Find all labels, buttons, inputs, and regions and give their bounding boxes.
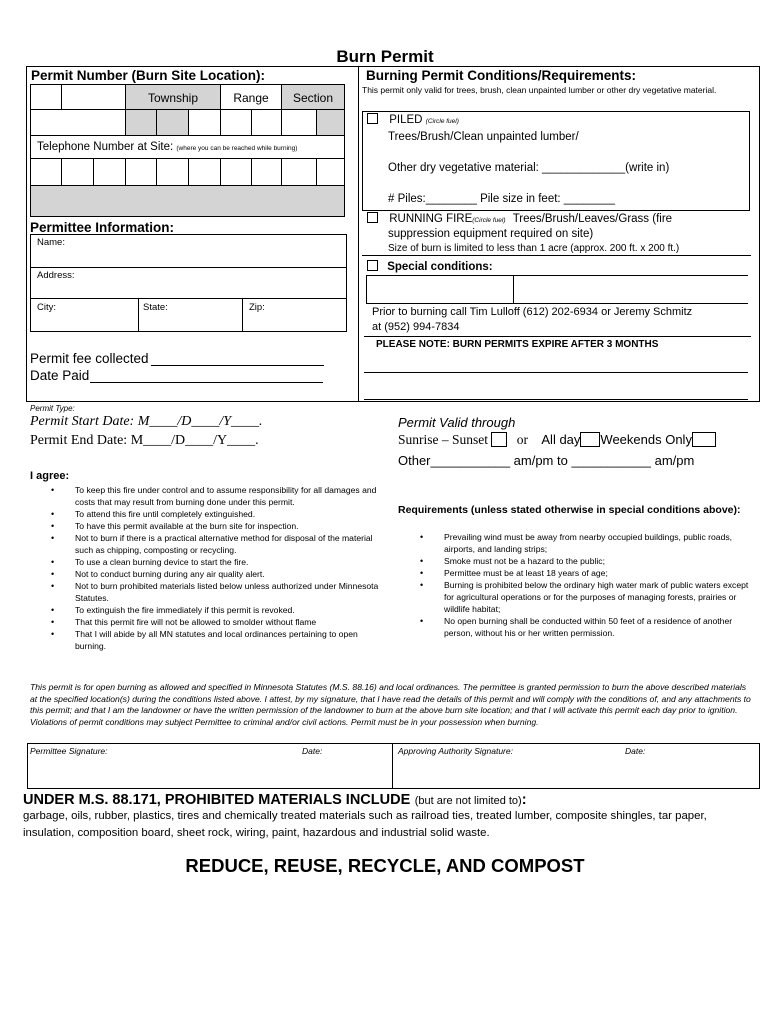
permit-end-date[interactable]: Permit End Date: M____/D____/Y____.: [30, 433, 259, 448]
zip-label: Zip:: [249, 302, 265, 313]
list-item: • Permittee must be at least 18 years of age;: [444, 567, 750, 579]
note-line[interactable]: [364, 399, 748, 400]
sunrise-sunset-checkbox[interactable]: [491, 432, 507, 447]
fee-collected-label: Permit fee collected: [30, 351, 149, 366]
telephone-label: Telephone Number at Site: (where you can be reached while burning): [37, 141, 298, 153]
name-field[interactable]: [30, 234, 347, 268]
conditions-note: This permit only valid for trees, brush, clean unpainted lumber or other dry vegetative material.: [362, 85, 717, 95]
special-cell[interactable]: [366, 275, 514, 304]
approving-signature-label: Approving Authority Signature:: [398, 746, 513, 756]
requirements-list: [444, 531, 750, 639]
running-fuel-2: suppression equipment required on site): [388, 228, 594, 240]
telephone-digit[interactable]: [61, 158, 94, 186]
prohibited-materials: garbage, oils, rubber, plastics, tires and chemically treated materials such as railroad ties, treated lumber, composite shingles, tar paper, insulation, composition board, sheet rock, wiring, paint, hazardous and industrial solid waste.: [23, 810, 707, 839]
list-item: • To use a clean burning device to start the fire.: [75, 556, 380, 568]
section-header: Section: [281, 84, 345, 110]
section-input[interactable]: [281, 109, 317, 136]
list-item: • No open burning shall be conducted within 50 feet of a residence of another person, without his or her written permission.: [444, 615, 750, 639]
permittee-header: Permittee Information:: [30, 220, 175, 235]
address-label: Address:: [37, 270, 75, 281]
conditions-header: Burning Permit Conditions/Requirements:: [366, 68, 637, 83]
permit-number-header: Permit Number (Burn Site Location):: [31, 68, 266, 83]
state-label: State:: [143, 302, 168, 313]
list-item: • To have this permit available at the burn site for inspection.: [75, 520, 380, 532]
special-conditions-checkbox[interactable]: [367, 260, 378, 271]
weekends-checkbox[interactable]: [692, 432, 716, 447]
column-divider: [358, 66, 359, 402]
list-item: • To attend this fire until completely extinguished.: [75, 508, 380, 520]
range-header: Range: [220, 84, 282, 110]
location-cell[interactable]: [61, 84, 126, 110]
date-label: Date:: [625, 746, 646, 756]
list-item: • To keep this fire under control and to assume responsibility for all damages and costs that may result from burning done under this permit.: [75, 484, 380, 508]
page-title: Burn Permit: [336, 47, 434, 66]
list-item: • Smoke must not be a hazard to the public;: [444, 555, 750, 567]
address-field[interactable]: [30, 267, 347, 299]
township-input[interactable]: [188, 109, 221, 136]
date-label: Date:: [302, 746, 323, 756]
expire-note: PLEASE NOTE: BURN PERMITS EXPIRE AFTER 3 MONTHS: [376, 339, 659, 350]
telephone-digit[interactable]: [156, 158, 189, 186]
valid-options: Sunrise – Sunset or All day Weekends Only: [398, 432, 716, 448]
piles-line: # Piles:________ Pile size in feet: ________: [388, 193, 615, 205]
running-fire-checkbox[interactable]: [367, 212, 378, 223]
telephone-digit[interactable]: [220, 158, 252, 186]
list-item: • Not to burn prohibited materials listed below unless authorized under Minnesota Statutes.: [75, 580, 380, 604]
divider: [364, 336, 751, 337]
list-item: • Burning is prohibited below the ordinary high water mark of public waters except for agricultural operations or for the purposes of managing forests, prairies or wildlife habitat;: [444, 579, 750, 615]
list-item: • Prevailing wind must be away from nearby occupied buildings, public roads, airports, and landing strips;: [444, 531, 750, 555]
telephone-note: (where you can be reached while burning): [176, 145, 298, 152]
telephone-digit[interactable]: [281, 158, 317, 186]
agree-header: I agree:: [30, 470, 70, 482]
permit-type-label: Permit Type:: [30, 404, 75, 413]
special-conditions-option[interactable]: Special conditions:: [367, 260, 493, 273]
prior-call-2: at (952) 994-7834: [372, 321, 460, 333]
township-header: Township: [125, 84, 221, 110]
fee-collected-line[interactable]: [151, 365, 324, 366]
special-line[interactable]: [513, 303, 748, 304]
requirements-header: Requirements (unless stated otherwise in special conditions above):: [398, 504, 741, 516]
valid-through-label: Permit Valid through: [398, 415, 516, 430]
permittee-signature-label: Permittee Signature:: [30, 746, 108, 756]
telephone-digit[interactable]: [316, 158, 345, 186]
running-size: Size of burn is limited to less than 1 acre (approx. 200 ft. x 200 ft.): [388, 243, 680, 254]
location-input[interactable]: [30, 109, 126, 136]
other-hours[interactable]: Other___________ am/pm to ___________ am/pm: [398, 453, 695, 468]
prohibited-header: UNDER M.S. 88.171, PROHIBITED MATERIALS INCLUDE (but are not limited to):: [23, 792, 527, 808]
permit-start-date[interactable]: Permit Start Date: M____/D____/Y____.: [30, 414, 263, 429]
list-item: • To extinguish the fire immediately if this permit is revoked.: [75, 604, 380, 616]
telephone-digit[interactable]: [93, 158, 126, 186]
permit-statement: This permit is for open burning as allowed and specified in Minnesota Statutes (M.S. 88.16) and local ordinances. The permittee is granted permission to burn the above described materials at the specified location(s) during the conditions listed above. I attest, by my signature, that I have read the details of this permit and will comply with the conditions of, and any attachments to this permit; and that I am the landowner or have the written permission of the landowner to burn at the above burn site location; and that I will activate this permit each day prior to ignition. Violations of permit conditions may subject Permittee to criminal and/or civil actions. Permit must be in your possession when burning.: [30, 682, 751, 727]
section-input[interactable]: [316, 109, 345, 136]
township-input[interactable]: [156, 109, 189, 136]
telephone-digit[interactable]: [188, 158, 221, 186]
list-item: • That this permit fire will not be allowed to smolder without flame: [75, 616, 380, 628]
running-fire-option[interactable]: RUNNING FIRE(Circle fuel) Trees/Brush/Leaves/Grass (fire: [367, 212, 672, 225]
divider: [362, 255, 751, 256]
other-dry-material: Other dry vegetative material: _____________(write in): [388, 162, 670, 174]
city-label: City:: [37, 302, 56, 313]
list-item: • That I will abide by all MN statutes and local ordinances pertaining to open burning.: [75, 628, 380, 652]
date-paid-label: Date Paid: [30, 368, 90, 383]
location-cell[interactable]: [30, 84, 62, 110]
all-day-checkbox[interactable]: [580, 432, 600, 447]
range-input[interactable]: [220, 109, 252, 136]
note-line[interactable]: [364, 372, 748, 373]
name-label: Name:: [37, 237, 65, 248]
agree-list: [75, 484, 380, 652]
telephone-digit[interactable]: [251, 158, 282, 186]
township-input[interactable]: [125, 109, 157, 136]
prior-call: Prior to burning call Tim Lulloff (612) 202-6934 or Jeremy Schmitz: [372, 306, 693, 318]
piled-checkbox[interactable]: [367, 113, 378, 124]
piled-option[interactable]: PILED (Circle fuel): [367, 113, 459, 126]
list-item: • Not to burn if there is a practical alternative method for disposal of the material such as chipping, composting or recycling.: [75, 532, 380, 556]
telephone-digit[interactable]: [125, 158, 157, 186]
piled-fuel: Trees/Brush/Clean unpainted lumber/: [388, 131, 579, 143]
date-paid-line[interactable]: [90, 382, 323, 383]
list-item: • Not to conduct burning during any air quality alert.: [75, 568, 380, 580]
footer-slogan: REDUCE, REUSE, RECYCLE, AND COMPOST: [185, 855, 585, 876]
range-input[interactable]: [251, 109, 282, 136]
telephone-digit[interactable]: [30, 158, 62, 186]
gray-band: [30, 185, 345, 217]
